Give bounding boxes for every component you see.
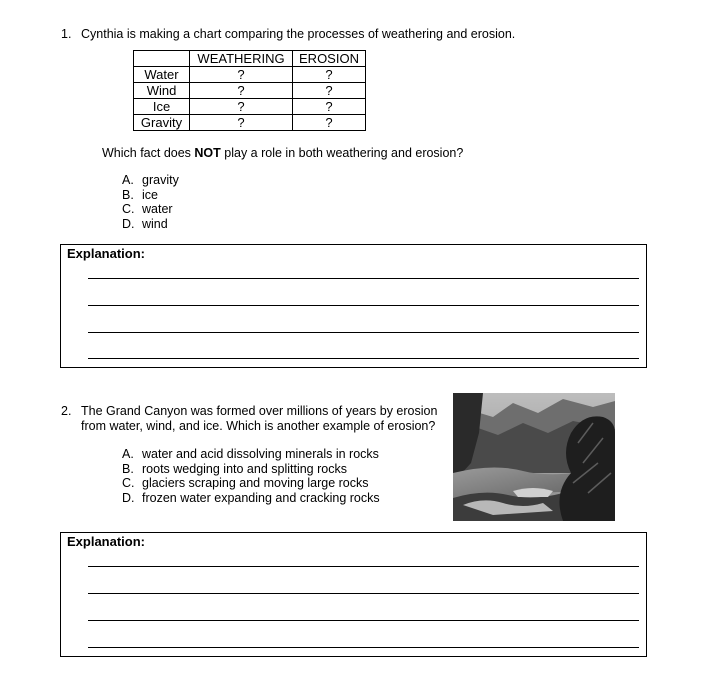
- question-1-option-c[interactable]: [122, 202, 173, 217]
- table-row: [134, 115, 366, 131]
- option-text: glaciers scraping and moving large rocks: [142, 476, 369, 490]
- table-header-erosion: EROSION: [293, 51, 366, 67]
- answer-line: [88, 566, 639, 567]
- table-row-label: Ice: [134, 99, 190, 115]
- explanation-label: Explanation:: [67, 246, 146, 261]
- question-2-option-c[interactable]: [122, 476, 369, 491]
- option-text: wind: [142, 216, 168, 231]
- answer-line: [88, 620, 639, 621]
- option-letter: D.: [122, 216, 135, 231]
- question-1-option-a[interactable]: [122, 173, 179, 188]
- answer-line: [88, 332, 639, 333]
- option-text: water and acid dissolving minerals in rocks: [142, 447, 379, 461]
- explanation-label: Explanation:: [67, 534, 146, 549]
- question-2-text-line-2: from water, wind, and ice. Which is another example of erosion?: [81, 419, 436, 433]
- table-cell: ?: [190, 99, 293, 115]
- prompt-bold: NOT: [194, 146, 221, 160]
- table-cell: ?: [293, 67, 366, 83]
- table-cell: ?: [293, 83, 366, 99]
- table-cell: ?: [190, 115, 293, 131]
- answer-line: [88, 305, 639, 306]
- answer-line: [88, 593, 639, 594]
- option-text: frozen water expanding and cracking rocks: [142, 490, 380, 505]
- option-text: water: [142, 202, 173, 216]
- option-letter: A.: [122, 447, 134, 461]
- question-1-option-b[interactable]: [122, 188, 158, 203]
- table-cell: ?: [190, 67, 293, 83]
- question-1-number: 1.: [61, 27, 72, 41]
- option-letter: A.: [122, 173, 134, 187]
- question-2-option-a[interactable]: [122, 447, 379, 462]
- question-2-explanation-box[interactable]: [60, 532, 647, 657]
- comparison-table: [133, 50, 366, 131]
- option-letter: C.: [122, 476, 135, 490]
- table-cell: ?: [190, 83, 293, 99]
- question-1-prompt: [102, 146, 463, 160]
- table-cell: ?: [293, 99, 366, 115]
- prompt-post: play a role in both weathering and erosion?: [220, 146, 464, 160]
- question-2-option-b[interactable]: [122, 462, 347, 477]
- option-text: gravity: [142, 173, 179, 187]
- option-text: ice: [142, 187, 158, 202]
- answer-line: [88, 278, 639, 279]
- table-row: [134, 83, 366, 99]
- option-letter: B.: [122, 187, 134, 202]
- table-cell: ?: [293, 115, 366, 131]
- table-header-row: [134, 51, 366, 67]
- table-row-label: Gravity: [134, 115, 190, 131]
- table-header-cell: [134, 51, 190, 67]
- question-1-option-d[interactable]: [122, 217, 168, 232]
- table-row: [134, 99, 366, 115]
- canyon-illustration: [453, 393, 615, 521]
- question-2-option-d[interactable]: [122, 491, 380, 506]
- question-1-text: Cynthia is making a chart comparing the processes of weathering and erosion.: [81, 27, 516, 41]
- answer-line: [88, 358, 639, 359]
- option-letter: C.: [122, 202, 135, 216]
- table-row-label: Water: [134, 67, 190, 83]
- answer-line: [88, 647, 639, 648]
- question-2-text-line-1: The Grand Canyon was formed over millions of years by erosion: [81, 404, 438, 418]
- option-letter: D.: [122, 490, 135, 505]
- table-header-weathering: WEATHERING: [190, 51, 293, 67]
- question-2-number: 2.: [61, 404, 72, 418]
- grand-canyon-photo: [453, 393, 615, 521]
- table-row: [134, 67, 366, 83]
- option-text: roots wedging into and splitting rocks: [142, 461, 347, 476]
- question-1-explanation-box[interactable]: [60, 244, 647, 368]
- table-row-label: Wind: [134, 83, 190, 99]
- option-letter: B.: [122, 461, 134, 476]
- prompt-pre: Which fact does: [102, 146, 195, 160]
